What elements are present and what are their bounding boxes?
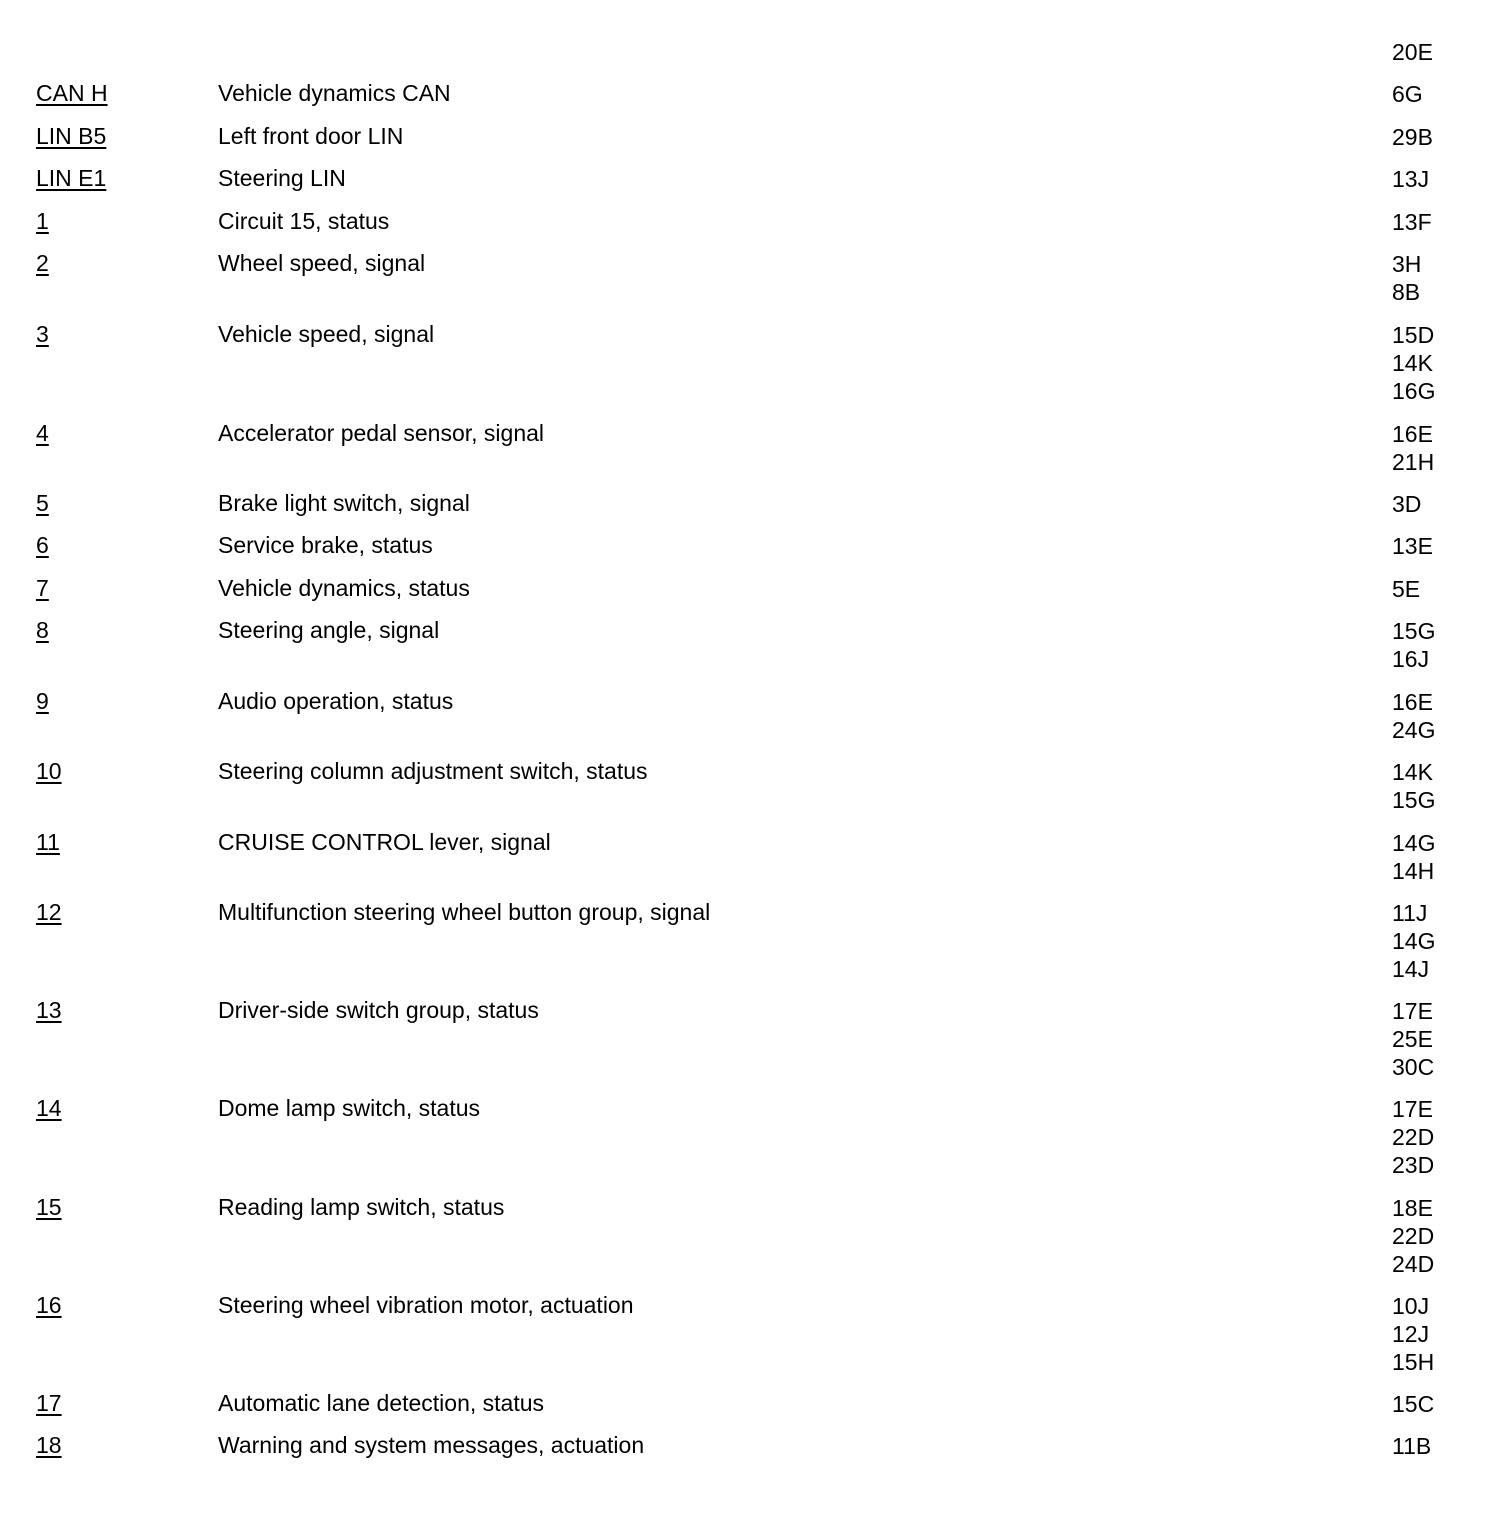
grid-reference: 25E	[1392, 1026, 1433, 1052]
grid-reference: 17E	[1392, 998, 1433, 1024]
grid-reference-list	[1392, 208, 1432, 236]
signal-description: Audio operation, status	[218, 688, 454, 714]
grid-reference-list	[1392, 1432, 1431, 1460]
grid-reference: 18E	[1392, 1195, 1433, 1221]
signal-description: CRUISE CONTROL lever, signal	[218, 829, 551, 855]
grid-reference: 14K	[1392, 350, 1433, 376]
grid-reference: 14K	[1392, 759, 1433, 785]
grid-reference: 30C	[1392, 1054, 1435, 1080]
grid-reference: 15C	[1392, 1391, 1435, 1417]
grid-reference: 15H	[1392, 1349, 1435, 1375]
grid-reference-list	[1392, 165, 1429, 193]
signal-id-link[interactable]: LIN E1	[36, 165, 107, 191]
signal-id-link[interactable]: 4	[36, 420, 49, 446]
signal-description: Automatic lane detection, status	[218, 1390, 545, 1416]
grid-reference: 11B	[1392, 1433, 1432, 1459]
signal-description: Vehicle dynamics, status	[218, 575, 470, 601]
signal-description: Steering wheel vibration motor, actuation	[218, 1292, 634, 1318]
signal-id-link[interactable]: 6	[36, 532, 49, 558]
signal-id-link[interactable]: 13	[36, 997, 62, 1023]
grid-reference: 29B	[1392, 124, 1433, 150]
grid-reference: 8B	[1392, 279, 1421, 305]
signal-description: Dome lamp switch, status	[218, 1095, 481, 1121]
signal-description: Steering column adjustment switch, status	[218, 758, 648, 784]
grid-reference: 6G	[1392, 81, 1423, 107]
grid-reference: 15G	[1392, 618, 1436, 644]
signal-description: Driver-side switch group, status	[218, 997, 539, 1023]
signal-id-link[interactable]: 12	[36, 899, 62, 925]
signal-id-link[interactable]: 17	[36, 1390, 62, 1416]
signal-description: Steering angle, signal	[218, 617, 440, 643]
grid-reference: 3H	[1392, 251, 1422, 277]
signal-id-link[interactable]: LIN B5	[36, 123, 107, 149]
grid-reference: 21H	[1392, 449, 1435, 475]
signal-description: Left front door LIN	[218, 123, 404, 149]
grid-reference-list	[1392, 997, 1434, 1081]
grid-reference-list	[1392, 829, 1435, 885]
signal-description: Warning and system messages, actuation	[218, 1432, 645, 1458]
grid-reference-list	[1392, 899, 1435, 983]
grid-reference-list	[1392, 1292, 1434, 1376]
signal-id-link[interactable]: 15	[36, 1194, 62, 1220]
grid-reference-list	[1392, 758, 1435, 814]
signal-id-link[interactable]: 3	[36, 321, 49, 347]
grid-reference: 22D	[1392, 1223, 1435, 1249]
grid-reference: 22D	[1392, 1124, 1435, 1150]
grid-reference: 13J	[1392, 166, 1430, 192]
signal-id-link[interactable]: 16	[36, 1292, 62, 1318]
grid-reference-list	[1392, 123, 1433, 151]
grid-reference: 3D	[1392, 491, 1422, 517]
grid-reference-list	[1392, 688, 1435, 744]
grid-reference-list	[1392, 617, 1435, 673]
signal-description: Accelerator pedal sensor, signal	[218, 420, 545, 446]
grid-reference: 5E	[1392, 576, 1421, 602]
signal-id-link[interactable]: 2	[36, 250, 49, 276]
signal-id-link[interactable]: 10	[36, 758, 62, 784]
grid-reference: 16J	[1392, 646, 1430, 672]
signal-id-link[interactable]: 11	[36, 829, 60, 855]
signal-description: Brake light switch, signal	[218, 490, 470, 516]
signal-description: Vehicle dynamics CAN	[218, 80, 451, 106]
grid-reference-list	[1392, 1194, 1434, 1278]
grid-reference-list	[1392, 532, 1433, 560]
signal-id-link[interactable]: 18	[36, 1432, 62, 1458]
signal-id-link[interactable]: 5	[36, 490, 49, 516]
grid-reference: 13F	[1392, 209, 1432, 235]
signal-id-link[interactable]: CAN H	[36, 80, 108, 106]
grid-reference-list	[1392, 575, 1420, 603]
grid-reference-list	[1392, 490, 1421, 518]
grid-reference: 15D	[1392, 322, 1435, 348]
signal-id-link[interactable]: 1	[36, 208, 49, 234]
grid-reference-list	[1392, 1390, 1434, 1418]
grid-reference: 17E	[1392, 1096, 1433, 1122]
signal-description: Steering LIN	[218, 165, 346, 191]
signal-description: Multifunction steering wheel button group, signal	[218, 899, 711, 925]
signal-description: Vehicle speed, signal	[218, 321, 435, 347]
grid-reference-list	[1392, 80, 1423, 108]
grid-reference: 14J	[1392, 956, 1430, 982]
signal-description: Reading lamp switch, status	[218, 1194, 505, 1220]
signal-description: Wheel speed, signal	[218, 250, 426, 276]
grid-reference: 16E	[1392, 689, 1433, 715]
signal-id-link[interactable]: 8	[36, 617, 49, 643]
grid-reference-list	[1392, 250, 1421, 306]
grid-reference: 24G	[1392, 717, 1436, 743]
grid-reference: 23D	[1392, 1152, 1435, 1178]
grid-reference: 13E	[1392, 533, 1433, 559]
grid-reference-list	[1392, 38, 1433, 66]
grid-reference: 12J	[1392, 1321, 1430, 1347]
grid-reference-list	[1392, 321, 1435, 405]
signal-id-link[interactable]: 14	[36, 1095, 62, 1121]
grid-reference: 16E	[1392, 421, 1433, 447]
grid-reference: 14H	[1392, 858, 1435, 884]
grid-reference: 11J	[1392, 900, 1428, 926]
signal-id-link[interactable]: 7	[36, 575, 49, 601]
signal-description: Service brake, status	[218, 532, 433, 558]
signal-id-link[interactable]: 9	[36, 688, 49, 714]
grid-reference-list	[1392, 420, 1434, 476]
grid-reference: 16G	[1392, 378, 1436, 404]
grid-reference: 10J	[1392, 1293, 1430, 1319]
grid-reference: 14G	[1392, 830, 1436, 856]
grid-reference: 24D	[1392, 1251, 1435, 1277]
signal-description: Circuit 15, status	[218, 208, 390, 234]
grid-reference: 20E	[1392, 39, 1433, 65]
grid-reference-list	[1392, 1095, 1434, 1179]
grid-reference: 15G	[1392, 787, 1436, 813]
grid-reference: 14G	[1392, 928, 1436, 954]
